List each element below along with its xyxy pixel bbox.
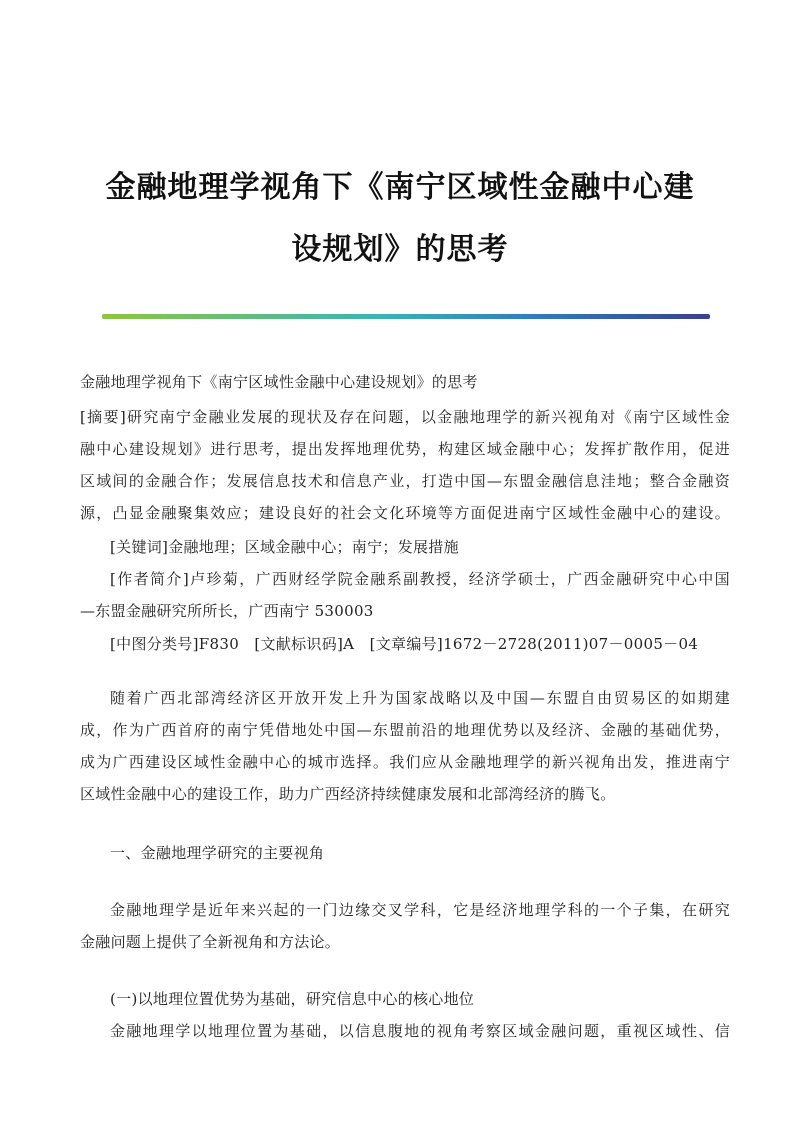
document-title-line-2: 设规划》的思考 (291, 232, 509, 267)
article-subtitle: 金融地理学视角下《南宁区域性金融中心建设规划》的思考 (80, 373, 478, 391)
classification-line: [中图分类号]F830 [文献标识码]A [文章编号]1672－2728(2011)07－0005－04 (110, 635, 699, 653)
subsection-1-para-line-1: 金融地理学以地理位置为基础，以信息腹地的视角考察区域金融问题，重视区域性、信 (110, 1022, 730, 1040)
document-title-line-1: 金融地理学视角下《南宁区域性金融中心建 (105, 170, 695, 205)
section-1-para-line-1: 金融地理学是近年来兴起的一门边缘交叉学科，它是经济地理学科的一个子集，在研究 (110, 901, 730, 919)
keywords-line: [关键词]金融地理；区域金融中心；南宁；发展措施 (110, 538, 459, 556)
intro-line-2: 成，作为广西首府的南宁凭借地处中国—东盟前沿的地理优势以及经济、金融的基础优势， (80, 721, 730, 739)
intro-line-3: 成为广西建设区域性金融中心的城市选择。我们应从金融地理学的新兴视角出发，推进南宁 (80, 753, 730, 771)
abstract-line-2: 融中心建设规划》进行思考，提出发挥地理优势，构建区域金融中心；发挥扩散作用，促进 (80, 440, 730, 458)
section-1-heading: 一、金融地理学研究的主要视角 (110, 844, 325, 862)
abstract-line-1: [摘要]研究南宁金融业发展的现状及存在问题，以金融地理学的新兴视角对《南宁区域性金 (80, 408, 730, 426)
intro-line-4: 区域性金融中心的建设工作，助力广西经济持续健康发展和北部湾经济的腾飞。 (80, 785, 616, 803)
subsection-1-heading: (一)以地理位置优势为基础，研究信息中心的核心地位 (110, 990, 475, 1008)
intro-line-1: 随着广西北部湾经济区开放开发上升为国家战略以及中国—东盟自由贸易区的如期建 (110, 689, 730, 707)
section-1-para-line-2: 金融问题上提供了全新视角和方法论。 (80, 933, 341, 951)
abstract-line-3: 区域间的金融合作；发展信息技术和信息产业，打造中国—东盟金融信息洼地；整合金融资 (80, 472, 730, 490)
abstract-line-4: 源，凸显金融聚集效应；建设良好的社会文化环境等方面促进南宁区域性金融中心的建设。 (80, 504, 730, 522)
title-divider (102, 314, 710, 319)
author-line-2: —东盟金融研究所所长，广西南宁 530003 (80, 602, 374, 620)
author-line-1: [作者简介]卢珍菊，广西财经学院金融系副教授，经济学硕士，广西金融研究中心中国 (110, 570, 730, 588)
